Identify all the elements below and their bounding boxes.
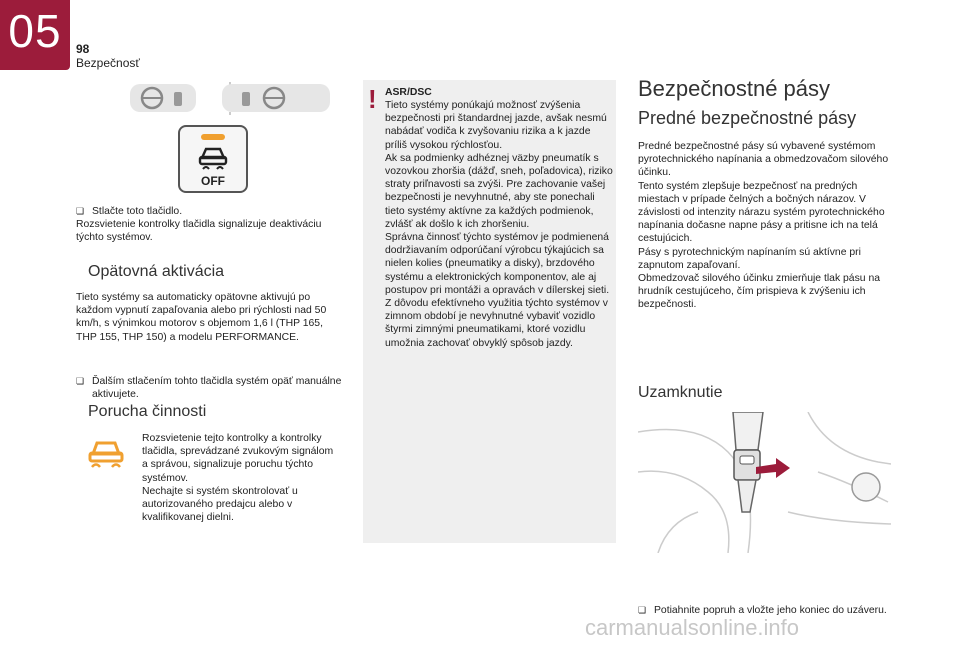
button-instruction: ❏ Stlačte toto tlačidlo. — [76, 206, 183, 217]
watermark: carmanualsonline.info — [585, 615, 800, 640]
locking-heading: Uzamknutie — [638, 384, 723, 401]
button-description: Rozsvietenie kontrolky tlačidla signalizuje deaktiváciu týchto systémov. — [76, 219, 322, 244]
seatbelts-heading: Bezpečnostné pásy — [638, 76, 831, 101]
note-title: ASR/DSC — [385, 87, 432, 98]
steering-wheels-illustration — [130, 82, 330, 116]
bullet-icon: ❏ — [76, 206, 85, 216]
seatbelt-buckle-illustration — [638, 412, 891, 553]
page-number: 98 — [76, 42, 90, 56]
exclamation-icon: ! — [368, 84, 377, 114]
note-text: Tieto systémy ponúkajú možnosť zvýšenia bezpečnosti pri štandardnej jazde, avšak nesmú nabádať vodiča k zvyšovaniu rizika a k jazde príliš vysokou rýchlosťou. Ak sa podmienky adhéznej väzby pneumatík s vozovkou zhoršia (dážď, sneh, poľadovica), riziko straty priľnavosti sa zvýši. Pre zachovanie vašej bezpečnosti je nevyhnutné, aby ste ponechali tieto systémy aktívne za každých podmienok, zvlášť ak došlo k ich zhoršeniu. Správna činnosť týchto systémov je podmienená dodržiavaním odporúčaní výrobcu týkajúcich sa nielen kolies (pneumatiky a disky), brzdového systému a elektronických komponentov, ale aj postupov pri montáži a opravách v dílerskej sieti. Z dôvodu efektívneho využitia týchto systémov v zimnom období je nevyhnutné vybaviť vozidlo štyrmi zimnými pneumatikami, ktoré vozidlu umožnia zachovať obvyklý spôsob jazdy. — [385, 100, 613, 349]
warning-car-icon — [86, 436, 126, 470]
malfunction-heading: Porucha činnosti — [88, 403, 207, 420]
malfunction-text: Rozsvietenie tejto kontrolky a kontrolky tlačidla, sprevádzané zvukovým signálom a správou, signalizuje poruchu týchto systémov. Nechajte si systém skontrolovať u autorizovaného predajcu alebo v kvalifikovanej dielni. — [142, 433, 334, 524]
dsc-off-button-icon — [178, 125, 248, 193]
locking-bullet: ❏ Potiahnite popruh a vložte jeho koniec do uzáveru. — [638, 604, 887, 616]
front-seatbelts-heading: Predné bezpečnostné pásy — [638, 108, 857, 128]
reactivation-heading: Opätovná aktivácia — [88, 263, 225, 280]
reactivation-text: Tieto systémy sa automaticky opätovne aktivujú po každom vypnutí zapaľovania alebo pri rýchlosti nad 50 km/h, s výnimkou motorov s objemom 1,6 l (THP 165, THP 155, THP 150) a modelu PERFORMANCE. — [76, 292, 327, 343]
bullet-icon: ❏ — [76, 376, 85, 387]
seatbelts-text: Predné bezpečnostné pásy sú vybavené systémom pyrotechnického napínania a obmedzovačom silového účinku. Tento systém zlepšuje bezpečnosť na predných miestach v prípade čelných a bočných nárazov. V závislosti od intenzity nárazu systém pyrotechnického napínania dočasne napne pásy a pritisne ich na telá cestujúcich. Pásy s pyrotechnickým napínaním sú aktívne pri zapnutom zapaľovaní. Obmedzovač silového účinku zmierňuje tlak pásu na hrudník cestujúceho, čím prispieva k zvýšeniu ich bezpečnosti. — [638, 141, 889, 311]
chapter-number: 05 — [8, 5, 62, 57]
reactivation-bullet: ❏ Ďalším stlačením tohto tlačidla systém opäť manuálne aktivujete. — [76, 376, 342, 401]
section-title: Bezpečnosť — [76, 56, 140, 70]
off-label: OFF — [201, 174, 225, 188]
bullet-icon: ❏ — [638, 604, 647, 615]
